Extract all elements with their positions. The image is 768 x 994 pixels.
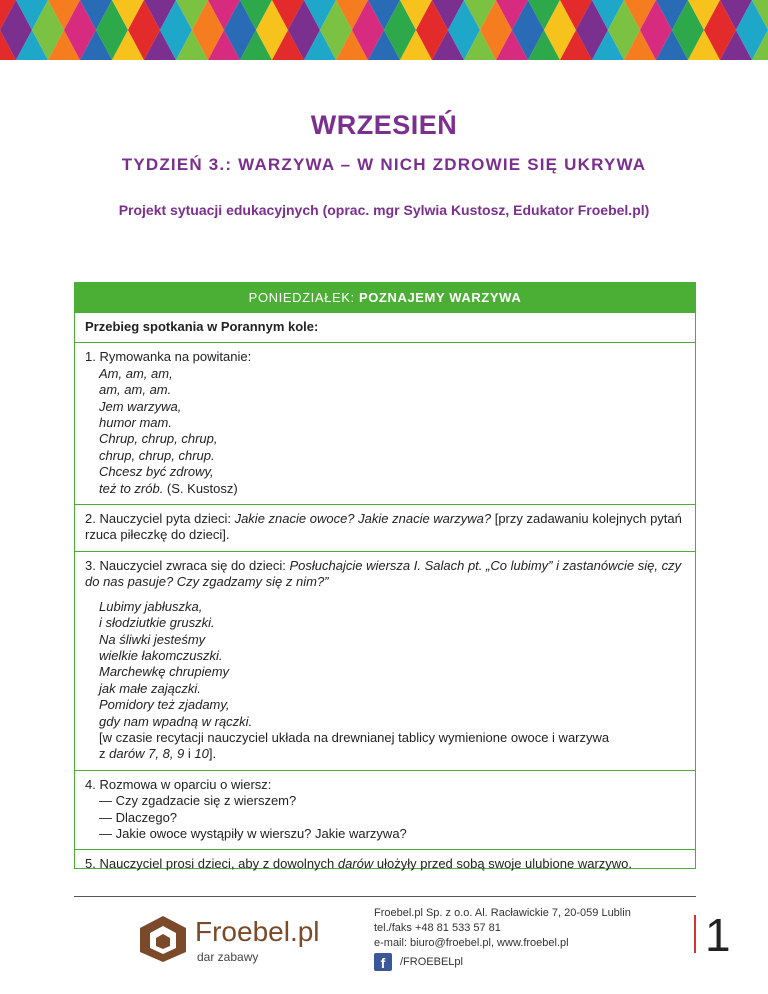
rhyme-line: też to zrób. (S. Kustosz) [99,480,238,496]
poem-line: Na śliwki jesteśmy [99,631,206,647]
phone: tel./faks +48 81 533 57 81 [374,922,501,934]
poem-note-part: z [99,746,110,762]
rhyme-line: humor mam. [99,415,172,431]
poem-line: Lubimy jabłuszka, [99,598,203,614]
item-4-text: 4. Rozmowa w oparciu o wiersz: [85,776,272,792]
poem-note-part: i [184,746,195,762]
poem-note [85,730,685,763]
item-2-question: Jakie znacie owoce? Jakie znacie warzywa? [234,511,492,527]
colorful-triangle-banner [0,0,768,60]
poem-note-gifts: darów 7, 8, 9 [109,746,185,762]
email[interactable]: e-mail: biuro@froebel.pl, www.froebel.pl [374,937,569,949]
poem-line: Marchewkę chrupiemy [99,664,230,680]
rhyme-line: am, am, am. [99,382,172,398]
froebel-logo-icon [138,914,188,962]
rhyme-line: chrup, chrup, chrup. [99,447,215,463]
day-header [75,283,695,312]
poem-line: Pomidory też zjadamy, [99,697,230,713]
facebook-link[interactable] [374,953,631,971]
item-4 [75,770,695,850]
rhyme-line: Jem warzywa, [99,398,182,414]
poem-note-line1: [w czasie recytacji nauczyciel układa na drewnianej tablicy wymienione owoce i warzywa [99,729,610,745]
day-label: PONIEDZIAŁEK: [248,290,355,305]
item-1 [75,342,695,504]
item-3-text: 3. Nauczyciel zwraca się do dzieci: [85,557,290,573]
day-topic: POZNAJEMY WARZYWA [358,290,522,305]
page-number: 1 [705,909,731,961]
poem [85,599,685,730]
item-2-text: 2. Nauczyciel pyta dzieci: [85,511,235,527]
contact-info [374,906,631,971]
rhyme [85,366,685,497]
intro-heading: Przebieg spotkania w Porannym kole: [85,319,319,334]
question-line: — Jakie owoce wystąpiły w wierszu? Jakie warzywa? [99,825,407,841]
poem-line: gdy nam wpadną w rączki. [99,713,253,729]
poem-note-line2 [99,746,685,762]
page-number-divider [694,915,696,953]
item-2-note: [przy zadawaniu kolejnych pytań rzuca piłeczkę do dzieci]. [85,511,682,543]
poem-line: i słodziutkie gruszki. [99,615,215,631]
facebook-icon: f [374,953,392,971]
logo-text: Froebel.pl [195,916,320,947]
item-4-questions [85,793,685,842]
footer-divider [74,896,696,897]
question-line: — Czy zgadzacie się z wierszem? [99,793,297,809]
poem-line: wielkie łakomczuszki. [99,647,223,663]
week-title: TYDZIEŃ 3.: WARZYWA – W NICH ZDROWIE SIĘ UKRYWA [121,155,647,174]
item-3-quote: Posłuchajcie wiersza I. Salach pt. „Co lubimy” i zastanówcie się, czy do nas pasuje? Czy zgadzamy się z nim?” [85,557,682,590]
subtitle: Projekt sytuacji edukacyjnych (oprac. mgr Sylwia Kustosz, Edukator Froebel.pl) [118,202,650,218]
intro-section [75,312,695,342]
rhyme-line: Chcesz być zdrowy, [99,464,214,480]
item-5-gifts: darów [337,856,374,872]
lesson-box [74,282,696,872]
logo-tagline: dar zabawy [197,950,259,964]
poem-note-gift10: 10 [194,746,209,762]
item-3 [75,551,695,770]
question-line: — Dlaczego? [99,809,178,825]
address: Froebel.pl Sp. z o.o. Al. Racławickie 7, 20-059 Lublin [374,907,631,919]
item-5-text: 5. Nauczyciel prosi dzieci, aby z dowolnych [85,856,338,872]
poem-note-part: ]. [208,746,217,762]
poem-line: jak małe zajączki. [99,680,201,696]
rhyme-line: Chrup, chrup, chrup, [99,431,218,447]
item-2 [75,504,695,551]
rhyme-author: (S. Kustosz) [163,480,238,496]
facebook-handle[interactable]: /FROEBELpl [400,955,463,968]
item-1-text: 1. Rymowanka na powitanie: [85,349,252,365]
item-5-text-end: ułożyły przed sobą swoje ulubione warzywo. [373,856,632,872]
rhyme-line: Am, am, am, [99,365,173,381]
item-5 [75,849,695,879]
page-title: WRZESIEŃ [310,110,458,140]
